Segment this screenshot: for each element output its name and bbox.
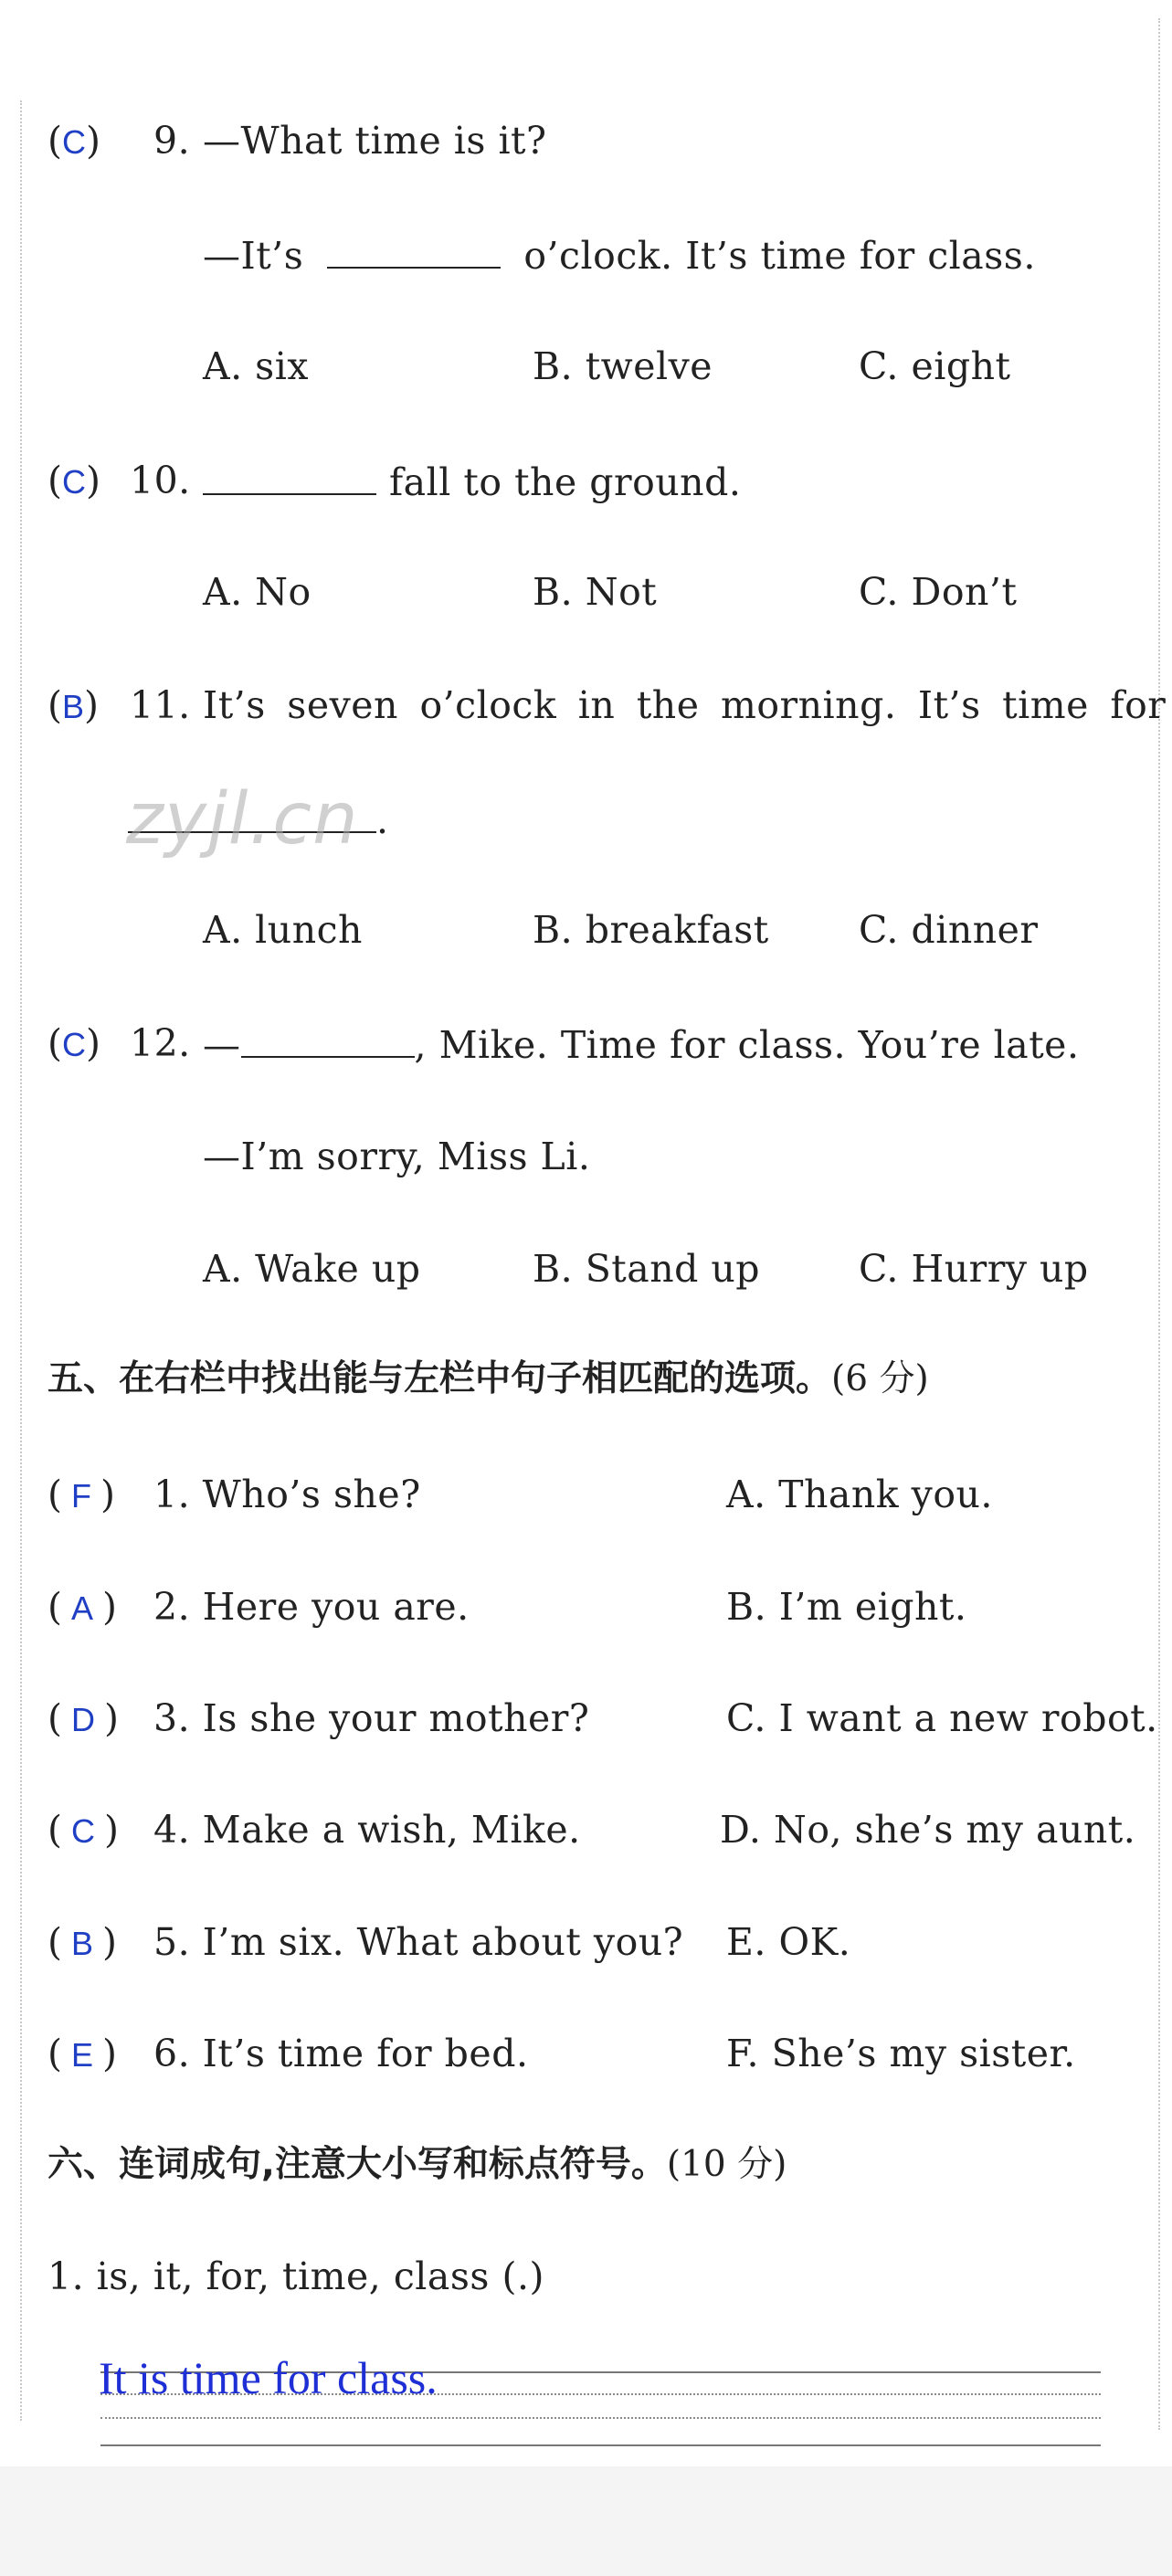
match-right-item: B. I’m eight. <box>726 1585 967 1629</box>
option-b: B. Not <box>533 570 658 614</box>
answer-letter: C <box>71 1812 95 1850</box>
section-6-heading <box>48 2144 787 2185</box>
answer-letter: C <box>62 123 86 161</box>
question-number: 12. <box>130 1021 191 1065</box>
handwritten-answer: It is time for class. <box>99 2352 438 2403</box>
option-a: A. Wake up <box>203 1247 421 1291</box>
section-points: (10 分) <box>666 2144 787 2185</box>
answer-letter: D <box>71 1701 95 1738</box>
text-after-blank: fall to the ground. <box>389 460 742 504</box>
left-margin-dotted-line <box>20 100 22 2421</box>
option-b: B. breakfast <box>533 908 769 952</box>
match-right-item: F. She’s my sister. <box>726 2032 1076 2075</box>
answer-paren: ( B ) <box>48 1920 118 1964</box>
match-left-item: 3. Is she your mother? <box>153 1696 590 1740</box>
answer-blank <box>327 236 501 269</box>
answer-blank <box>203 462 376 495</box>
answer-paren: ( A ) <box>48 1585 118 1629</box>
text-after-blank: , Mike. Time for class. You’re late. <box>414 1023 1080 1067</box>
question-text: —What time is it? <box>203 119 547 163</box>
option-a: A. No <box>203 570 311 614</box>
answer-paren-q12: (C) <box>48 1021 100 1065</box>
text-before-blank: —It’s <box>203 234 304 278</box>
question-text: It’s seven o’clock in the morning. It’s time for <box>203 683 1167 727</box>
answer-paren-q11: (B) <box>48 683 100 727</box>
writing-line <box>100 2444 1101 2446</box>
answer-paren: ( F ) <box>48 1473 115 1516</box>
question-text <box>203 1023 1080 1067</box>
question-number: 10. <box>130 459 191 502</box>
option-c: C. eight <box>859 344 1011 388</box>
option-b: B. twelve <box>533 344 713 388</box>
right-margin-dotted-line <box>1158 18 1160 2430</box>
sentence-period: . <box>376 798 389 842</box>
option-c: C. Hurry up <box>859 1247 1089 1291</box>
match-left-item: 5. I’m six. What about you? <box>153 1920 684 1964</box>
match-right-item: A. Thank you. <box>726 1473 993 1516</box>
question-number: 9. <box>153 119 191 163</box>
question-line-2: —I’m sorry, Miss Li. <box>203 1135 591 1178</box>
answer-paren-q10: (C) <box>48 459 100 502</box>
section-title: 六、连词成句,注意大小写和标点符号。 <box>48 2144 667 2185</box>
text-before-blank: — <box>203 1023 241 1067</box>
answer-letter: E <box>71 2036 94 2074</box>
section-points: (6 分) <box>831 1358 929 1399</box>
answer-letter: B <box>71 1925 94 1962</box>
answer-paren-q9: (C) <box>48 119 100 163</box>
option-b: B. Stand up <box>533 1247 761 1291</box>
option-a: A. six <box>203 344 309 388</box>
option-a: A. lunch <box>203 908 363 952</box>
match-right-item: E. OK. <box>726 1920 851 1964</box>
option-c: C. dinner <box>859 908 1039 952</box>
text-after-blank: o’clock. It’s time for class. <box>523 234 1036 278</box>
answer-blank <box>241 1025 415 1058</box>
watermark-logo: zyjl.cn <box>126 778 359 860</box>
answer-letter: B <box>62 688 85 725</box>
question-text: 1. is, it, for, time, class (.) <box>48 2254 544 2298</box>
match-left-item: 4. Make a wish, Mike. <box>153 1808 581 1852</box>
answer-letter: C <box>62 463 86 501</box>
answer-letter: F <box>71 1477 91 1515</box>
match-left-item: 2. Here you are. <box>153 1585 470 1629</box>
match-left-item: 6. It’s time for bed. <box>153 2032 529 2075</box>
match-right-item: C. I want a new robot. <box>726 1696 1158 1740</box>
answer-paren: ( C ) <box>48 1808 119 1852</box>
question-number: 11. <box>130 683 191 727</box>
question-line-2 <box>203 234 1036 278</box>
match-left-item: 1. Who’s she? <box>153 1473 421 1516</box>
match-right-item: D. No, she’s my aunt. <box>720 1808 1136 1852</box>
section-5-heading <box>48 1358 929 1399</box>
section-title: 五、在右栏中找出能与左栏中句子相匹配的选项。 <box>48 1358 832 1399</box>
option-c: C. Don’t <box>859 570 1018 614</box>
answer-paren: ( E ) <box>48 2032 118 2075</box>
answer-paren: ( D ) <box>48 1696 119 1740</box>
question-text <box>203 460 742 504</box>
answer-letter: A <box>71 1589 94 1627</box>
writing-line-dotted <box>100 2417 1101 2419</box>
answer-letter: C <box>62 1026 86 1063</box>
